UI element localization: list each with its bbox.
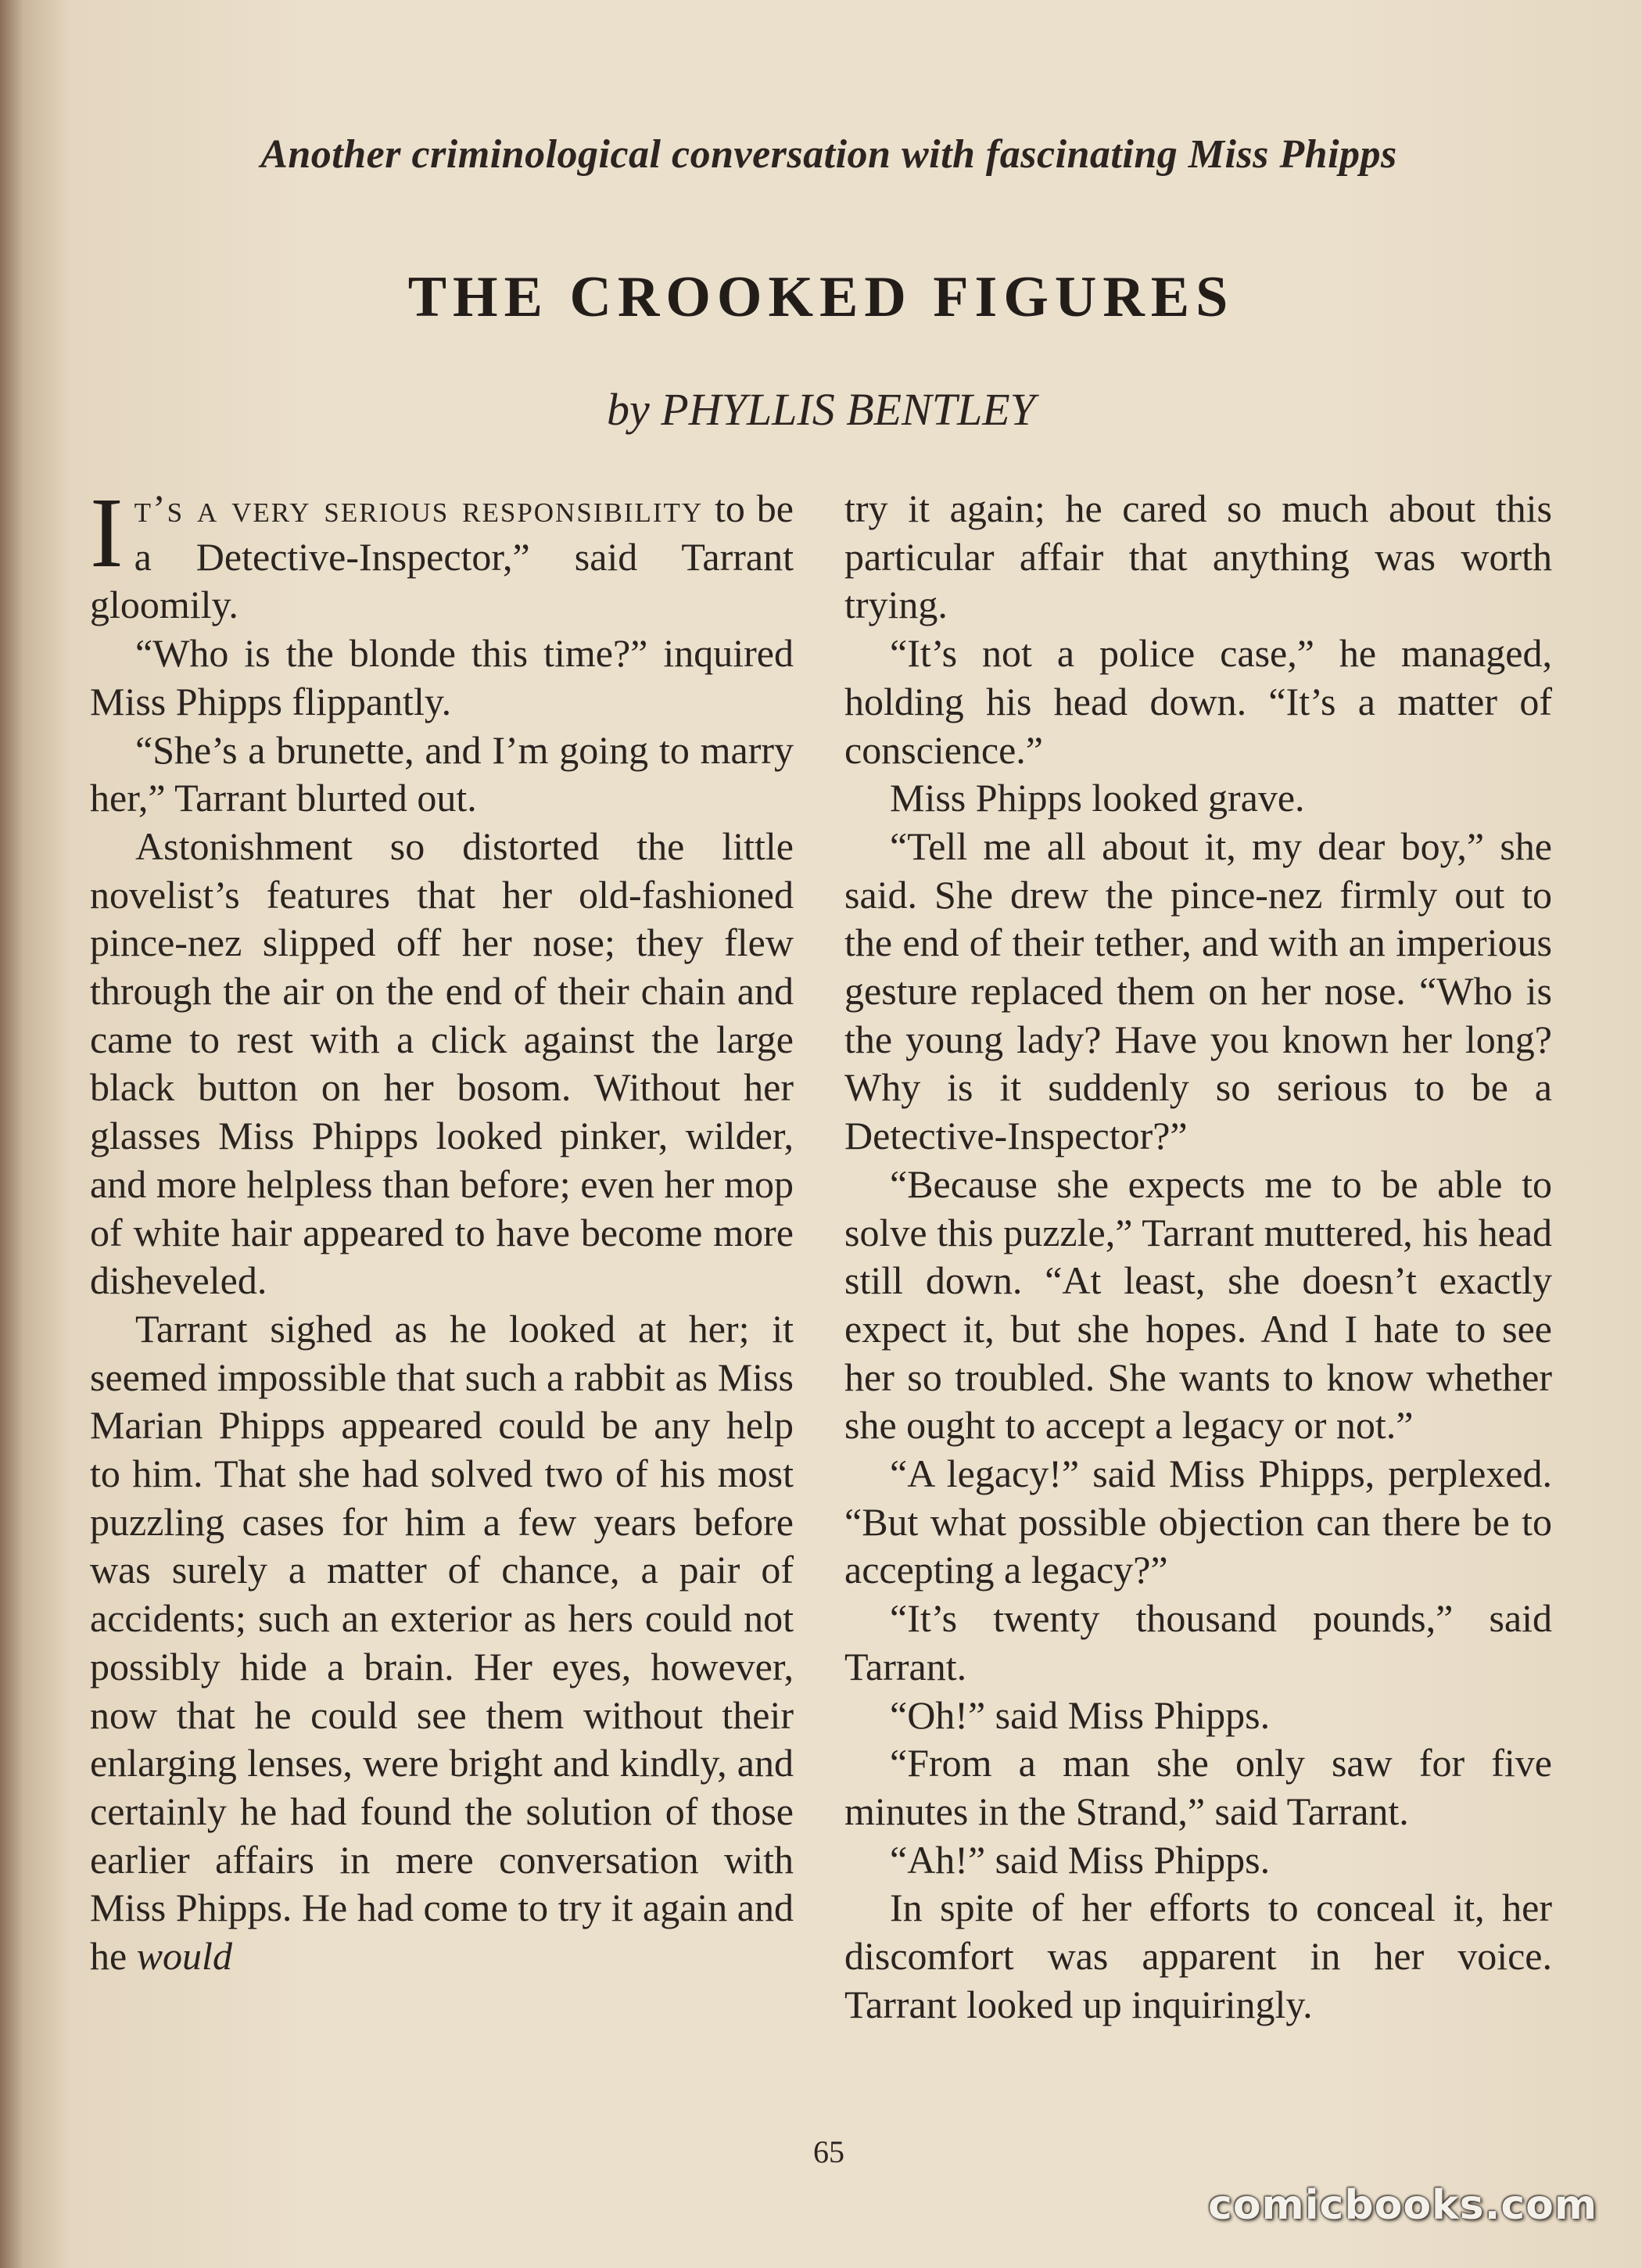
opening-paragraph bbox=[90, 477, 794, 630]
paragraph: “Ah!” said Miss Phipps. bbox=[890, 1837, 1271, 1882]
watermark: comicbooks.com bbox=[1208, 2182, 1598, 2229]
paragraph: “Oh!” said Miss Phipps. bbox=[890, 1692, 1271, 1737]
paragraph-text: Tarrant sighed as he looked at her; it seemed impossible that such a rabbit as Miss Marian Phipps appeared could be any help to him. That she had solved two of his most puzzling cases for him a few years before was surely a matter of chance, a pair of accidents; such an exterior as hers could not possibly hide a brain. Her eyes, however, now that he could see them without their enlarging lenses, were bright and kindly, and certainly he had found the solution of those earlier affairs in mere conversation with Miss Phipps. He had come to try it again and he bbox=[90, 1306, 794, 1979]
paragraph: In spite of her efforts to conceal it, her discomfort was apparent in her voice. Tarrant looked up inquiringly. bbox=[844, 1886, 1552, 2026]
kicker-line: Another criminological conversation with fascinating Miss Phipps bbox=[260, 132, 1397, 177]
paragraph: Miss Phipps looked grave. bbox=[890, 776, 1305, 820]
story-title: THE CROOKED FIGURES bbox=[407, 265, 1235, 329]
opening-smallcaps: t’s a very serious responsibility bbox=[134, 486, 704, 530]
drop-cap: I bbox=[90, 477, 124, 588]
paragraph-last bbox=[90, 1305, 794, 1981]
opening-rest: to be a Detective-Inspector,” said Tarrant gloomily. bbox=[90, 486, 794, 627]
paragraph: Astonishment so distorted the little novelist’s features that her old-fashioned pince-nez slipped off her nose; they flew through the air on the end of their chain and came to rest with a click against the large black button on her bosom. Without her glasses Miss Phipps looked pinker, wilder, and more helpless than before; even her mop of white hair appeared to have become more disheveled. bbox=[90, 824, 794, 1303]
byline: by PHYLLIS BENTLEY bbox=[607, 384, 1035, 435]
continued-paragraph: try it again; he cared so much about this particular affair that anything was worth trying. bbox=[844, 486, 1552, 627]
paragraph: “It’s twenty thousand pounds,” said Tarrant. bbox=[844, 1596, 1552, 1688]
page-number: 65 bbox=[813, 2134, 844, 2169]
italic-word: would bbox=[136, 1934, 232, 1979]
left-column bbox=[90, 477, 794, 1981]
paragraph: “Because she expects me to be able to solve this puzzle,” Tarrant muttered, his head still down. “At least, she doesn’t exactly expect it, but she hopes. And I hate to see her so troubled. She wants to know whether she ought to accept a legacy or not.” bbox=[844, 1161, 1552, 1448]
paragraph: “Who is the blonde this time?” inquired Miss Phipps flippantly. bbox=[90, 631, 794, 723]
paragraph: “From a man she only saw for five minutes in the Strand,” said Tarrant. bbox=[844, 1741, 1552, 1833]
paragraph: “Tell me all about it, my dear boy,” she said. She drew the pince-nez firmly out to the end of their tether, and with an imperious gesture replaced them on her nose. “Who is the young lady? Have you known her long? Why is it suddenly so serious to be a Detective-Inspector?” bbox=[844, 824, 1552, 1158]
right-column bbox=[844, 485, 1552, 2029]
paragraph: “She’s a brunette, and I’m going to marry her,” Tarrant blurted out. bbox=[90, 727, 794, 820]
paragraph: “It’s not a police case,” he managed, holding his head down. “It’s a matter of conscience.” bbox=[844, 631, 1552, 772]
paragraph: “A legacy!” said Miss Phipps, perplexed. “But what possible objection can there be to accepting a legacy?” bbox=[844, 1452, 1552, 1592]
